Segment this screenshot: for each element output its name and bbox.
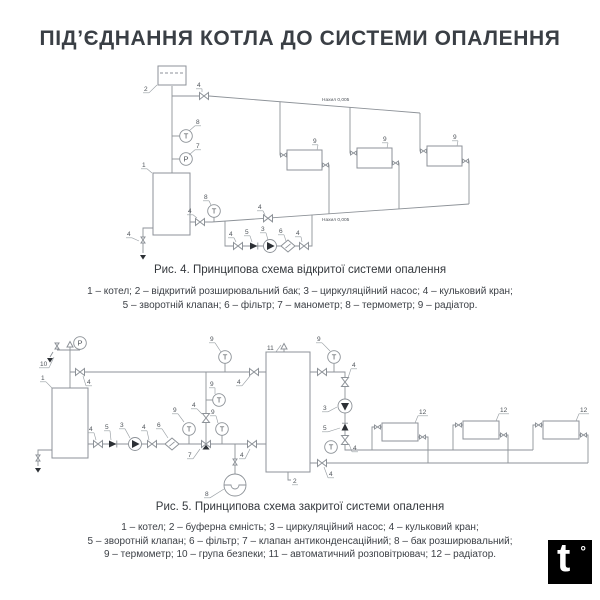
component-number-label: 4 bbox=[237, 379, 241, 386]
relief-arrow-icon bbox=[47, 358, 53, 363]
valve-icon bbox=[351, 151, 357, 155]
fig4-open-system-diagram bbox=[0, 58, 600, 270]
ball-valve-icon bbox=[248, 441, 257, 448]
pump-icon bbox=[264, 240, 277, 253]
drain-arrow-icon bbox=[35, 468, 41, 473]
component-number-label: Нахил 0,005 bbox=[322, 98, 350, 103]
ball-valve-icon bbox=[233, 459, 237, 465]
radiator bbox=[543, 421, 579, 439]
brand-logo bbox=[548, 536, 592, 584]
component-number-label: 4 bbox=[296, 230, 300, 237]
ball-valve-icon bbox=[342, 378, 349, 387]
component-number-label: 1 bbox=[142, 162, 146, 169]
buffer-tank bbox=[266, 352, 310, 472]
radiators bbox=[375, 421, 587, 441]
drain-arrow-icon bbox=[140, 255, 146, 260]
ball-valve-icon bbox=[318, 369, 327, 376]
component-number-label: 4 bbox=[89, 426, 93, 433]
pump-icon bbox=[129, 438, 142, 451]
component-number-label: 8 bbox=[204, 194, 208, 201]
gauge-letter: T bbox=[331, 352, 337, 362]
gauge-letter: P bbox=[77, 338, 83, 348]
component-number-label: 6 bbox=[157, 422, 161, 429]
component-number-label: 4 bbox=[87, 379, 91, 386]
ball-valve-icon bbox=[300, 243, 309, 250]
component-number-label: 4 bbox=[229, 231, 233, 238]
component-number-label: 6 bbox=[279, 228, 283, 235]
safety-group bbox=[47, 342, 73, 363]
component-number-label: 9 bbox=[383, 136, 387, 143]
component-number-label: Нахил 0,005 bbox=[322, 218, 350, 223]
drain-valve-icon bbox=[36, 455, 40, 461]
component-number-label: 4 bbox=[353, 445, 357, 452]
fig5-number-labels bbox=[39, 336, 589, 498]
page-title: ПІД’ЄДНАННЯ КОТЛА ДО СИСТЕМИ ОПАЛЕННЯ bbox=[39, 27, 561, 50]
fig4-legend-line: 5 – зворотній клапан; 6 – фільтр; 7 – манометр; 8 – термометр; 9 – радіатор. bbox=[122, 299, 478, 311]
component-number-label: 3 bbox=[120, 422, 124, 429]
radiator bbox=[382, 423, 418, 441]
ball-valve-icon bbox=[234, 243, 243, 250]
filter-icon bbox=[165, 438, 179, 450]
fig5-closed-system-diagram bbox=[0, 330, 600, 502]
component-number-label: 3 bbox=[323, 405, 327, 412]
check-valve-icon bbox=[250, 243, 258, 250]
component-number-label: 12 bbox=[500, 407, 508, 414]
fig4-caption: Рис. 4. Принципова схема відкритої системи опалення bbox=[153, 264, 447, 276]
fig4-legend bbox=[0, 285, 600, 312]
component-number-label: 5 bbox=[245, 229, 249, 236]
radiator bbox=[463, 421, 499, 439]
valve-icon bbox=[581, 433, 587, 437]
component-number-label: 4 bbox=[352, 362, 356, 369]
radiators bbox=[281, 146, 469, 170]
ball-valve-icon bbox=[196, 219, 205, 226]
ball-valve-icon bbox=[250, 369, 259, 376]
gauge-letter: T bbox=[328, 442, 334, 452]
check-valve-icon bbox=[342, 423, 349, 430]
component-number-label: 7 bbox=[188, 452, 192, 459]
auto-air-vent-icon bbox=[281, 344, 287, 353]
gauge-letter: T bbox=[183, 131, 189, 141]
fig5-legend-line: 9 – термометр; 10 – група безпеки; 11 – автоматичний розповітрювач; 12 – радіатор. bbox=[103, 549, 497, 560]
valve-icon bbox=[463, 159, 469, 163]
valve-icon bbox=[501, 433, 507, 437]
component-number-label: 4 bbox=[188, 208, 192, 215]
radiator bbox=[427, 146, 462, 166]
component-number-label: 4 bbox=[127, 231, 131, 238]
component-number-label: 8 bbox=[196, 119, 200, 126]
component-number-label: 9 bbox=[317, 336, 321, 343]
gauge-letter: T bbox=[222, 352, 228, 362]
ball-valve-icon bbox=[264, 215, 273, 222]
fig5-legend bbox=[0, 521, 600, 562]
component-number-label: 5 bbox=[105, 424, 109, 431]
ball-valve-icon bbox=[94, 441, 103, 448]
gauge-letter: P bbox=[183, 154, 189, 164]
valve-icon bbox=[393, 161, 399, 165]
component-number-label: 4 bbox=[329, 471, 333, 478]
component-number-label: 8 bbox=[205, 491, 209, 498]
component-number-label: 7 bbox=[196, 143, 200, 150]
component-number-label: 9 bbox=[453, 134, 457, 141]
component-number-label: 9 bbox=[210, 336, 214, 343]
component-number-label: 9 bbox=[173, 407, 177, 414]
expansion-vessel-icon bbox=[224, 474, 246, 496]
component-number-label: 9 bbox=[210, 381, 214, 388]
component-number-label: 12 bbox=[580, 407, 588, 414]
valve-icon bbox=[375, 425, 381, 429]
check-valve-icon bbox=[109, 441, 117, 448]
valve-icon bbox=[421, 149, 427, 153]
expansion-tank-open bbox=[158, 66, 186, 85]
pump-icon bbox=[338, 399, 352, 413]
fig4-legend-line: 1 – котел; 2 – відкритий розширювальний бак; 3 – циркуляційний насос; 4 – кульковий кран; bbox=[87, 286, 513, 297]
ball-valve-icon bbox=[318, 460, 327, 467]
ball-valve-icon bbox=[203, 414, 210, 423]
gauge-letter: T bbox=[219, 424, 225, 434]
logo-degree-icon: ° bbox=[580, 543, 586, 559]
filter-icon bbox=[281, 240, 295, 252]
fig5-legend-line: 5 – зворотній клапан; 6 – фільтр; 7 – клапан антиконденсаційний; 8 – бак розширювальний; bbox=[87, 535, 513, 547]
radiator bbox=[357, 148, 392, 168]
gauge-letter: T bbox=[211, 206, 217, 216]
component-number-label: 12 bbox=[419, 409, 427, 416]
valve-icon bbox=[420, 435, 426, 439]
component-number-label: 11 bbox=[267, 345, 274, 352]
valve-icon bbox=[456, 423, 462, 427]
component-number-label: 9 bbox=[211, 409, 215, 416]
boiler bbox=[52, 388, 88, 458]
ball-valve-icon bbox=[76, 369, 85, 376]
fig5-piping bbox=[38, 349, 588, 480]
component-number-label: 2 bbox=[144, 86, 148, 93]
component-number-label: 9 bbox=[313, 138, 317, 145]
air-vent-icon bbox=[67, 342, 73, 351]
ball-valve-icon bbox=[148, 441, 157, 448]
gauge-letter: T bbox=[186, 424, 192, 434]
radiator bbox=[287, 150, 322, 170]
drain-valve-icon bbox=[141, 237, 145, 243]
component-number-label: 3 bbox=[261, 226, 265, 233]
ball-valve-icon bbox=[342, 436, 349, 445]
component-number-label: 4 bbox=[192, 402, 196, 409]
gauge-letter: T bbox=[216, 395, 222, 405]
ball-valve-icon bbox=[200, 93, 209, 100]
component-number-label: 4 bbox=[197, 82, 201, 89]
safety-valve-icon bbox=[55, 343, 59, 349]
component-number-label: 2 bbox=[293, 478, 297, 485]
component-number-label: 4 bbox=[240, 452, 244, 459]
component-number-label: 4 bbox=[142, 424, 146, 431]
fig5-legend-line: 1 – котел; 2 – буферна ємність; 3 – циркуляційний насос; 4 – кульковий кран; bbox=[121, 522, 479, 533]
logo-letter: t bbox=[557, 536, 571, 580]
fig5-caption: Рис. 5. Принципова схема закритої системи опалення bbox=[155, 501, 445, 513]
component-number-label: 10 bbox=[40, 361, 48, 368]
component-number-label: 1 bbox=[41, 375, 45, 382]
valve-icon bbox=[281, 153, 287, 157]
component-number-label: 4 bbox=[258, 204, 262, 211]
boiler bbox=[153, 173, 190, 235]
valve-icon bbox=[323, 163, 329, 167]
valve-icon bbox=[536, 423, 542, 427]
component-number-label: 5 bbox=[323, 425, 327, 432]
